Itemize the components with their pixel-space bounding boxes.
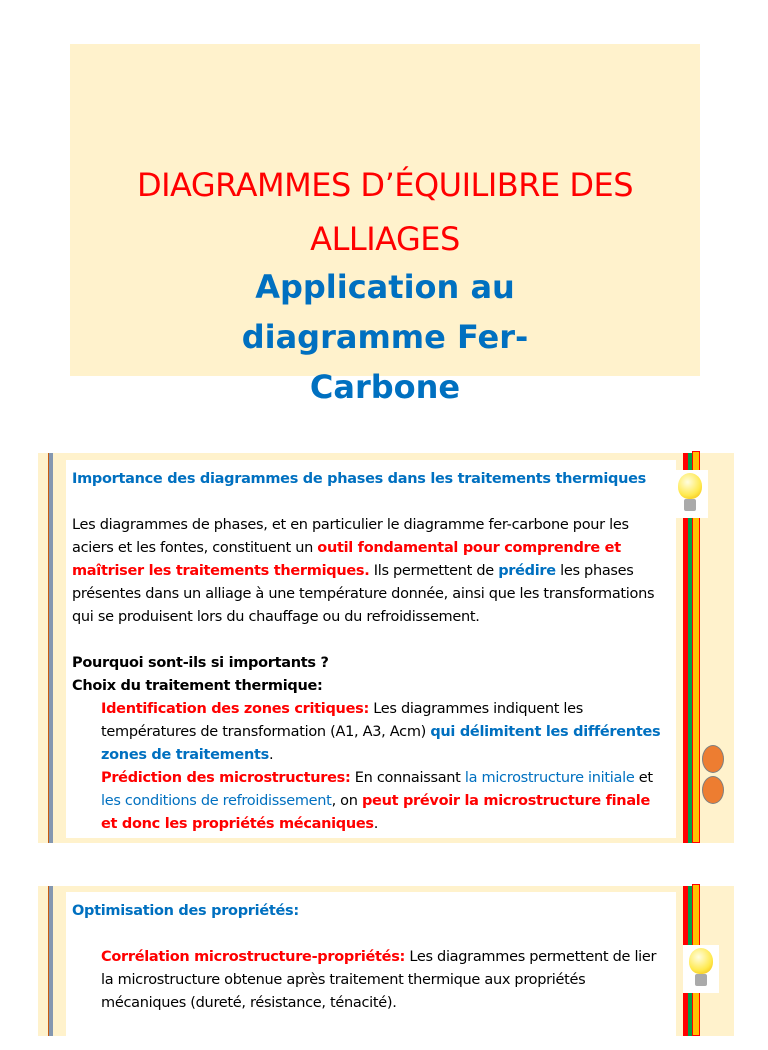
text: Ils permettent de — [369, 563, 499, 579]
lightbulb-icon — [683, 945, 719, 993]
text: la microstructure initiale — [464, 770, 635, 786]
text: Identification des zones critiques: — [101, 701, 369, 717]
text: et — [634, 770, 653, 786]
text: Les diagrammes permettent de lier la microstructure obtenue après traitement thermique aux propriétés mécaniques (dureté, résistance, ténacité). — [101, 949, 657, 1011]
text: qui délimitent les différentes zones de traitements — [101, 724, 661, 763]
text: . — [268, 747, 274, 763]
lightbulb-icon — [672, 470, 708, 518]
left-bar — [48, 453, 53, 843]
text: Les diagrammes indiquent les températures de transformation (A1, A3, Acm) — [101, 701, 584, 740]
orange-dot-icon — [702, 776, 724, 804]
text: les phases présentes dans un alliage à une température donnée, ainsi que les transformations qui se produisent lors du chauffage ou du refroidissement. — [72, 563, 655, 625]
text: les conditions de refroidissement — [101, 793, 332, 809]
text: Prédiction des microstructures: — [101, 770, 351, 786]
subtitle: Application au diagramme Fer-Carbone — [241, 268, 529, 406]
text-emphasis: prédire — [498, 563, 556, 579]
text: En connaissant — [350, 770, 465, 786]
card-optimisation — [38, 886, 734, 1036]
card-content — [66, 892, 676, 1050]
card-importance — [38, 453, 734, 843]
text: peut prévoir la microstructure finale et donc les propriétés mécaniques — [101, 793, 651, 832]
left-bar — [48, 886, 53, 1036]
text-emphasis: outil fondamental pour comprendre et maîtriser les traitements thermiques. — [72, 540, 621, 579]
text: Corrélation microstructure-propriétés: — [101, 949, 406, 965]
intro-paragraph — [72, 514, 670, 629]
text: . — [373, 816, 379, 832]
title-slide — [70, 44, 700, 406]
card-heading: Importance des diagrammes de phases dans les traitements thermiques — [72, 471, 646, 487]
list-item — [72, 698, 670, 767]
card-content — [66, 460, 676, 838]
list-item — [72, 767, 670, 836]
subheading: Choix du traitement thermique: — [72, 678, 323, 694]
card-heading: Optimisation des propriétés: — [72, 903, 299, 919]
main-title: DIAGRAMMES D’ÉQUILIBRE DES ALLIAGES — [136, 166, 634, 258]
list-item — [72, 946, 670, 1015]
text: Les diagrammes de phases, et en particulier le diagramme fer-carbone pour les aciers et les fontes, constituent un — [72, 517, 629, 556]
question: Pourquoi sont-ils si importants ? — [72, 655, 329, 671]
text: , on — [331, 793, 362, 809]
orange-dot-icon — [702, 745, 724, 773]
